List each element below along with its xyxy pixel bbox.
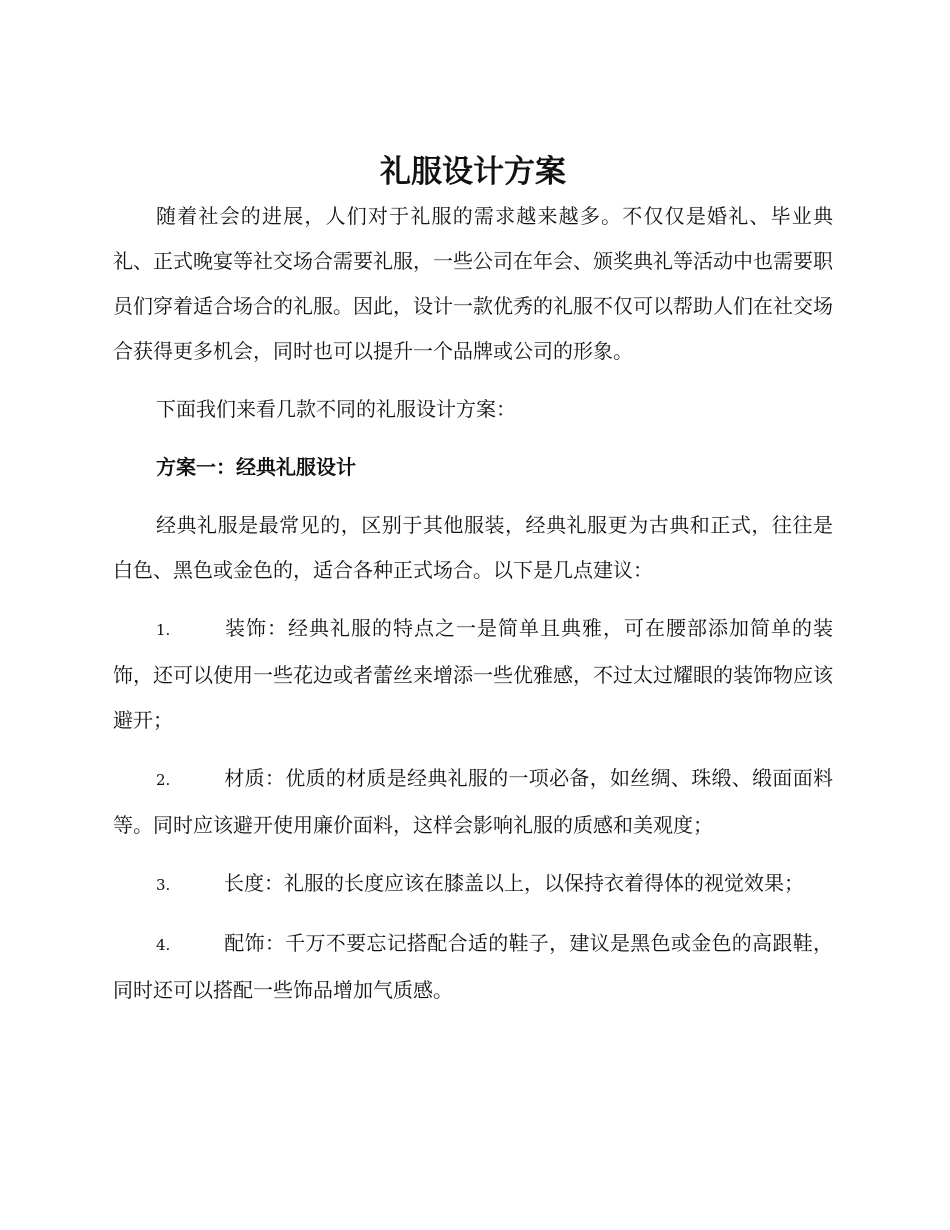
lead-paragraph: 下面我们来看几款不同的礼服设计方案： (156, 397, 516, 421)
list-item-number: 2. (156, 771, 171, 789)
list-item-number: 3. (156, 876, 171, 894)
list-item (113, 606, 833, 743)
list-item-text: 装饰：经典礼服的特点之一是简单且典雅，可在腰部添加简单的装饰，还可以使用一些花边或者蕾丝来增添一些优雅感，不过太过耀眼的装饰物应该避开； (113, 616, 833, 732)
document-page (113, 150, 833, 1013)
list-item-text: 配饰：千万不要忘记搭配合适的鞋子，建议是黑色或金色的高跟鞋，同时还可以搭配一些饰品增加气质感。 (113, 931, 833, 1002)
section-heading: 方案一：经典礼服设计 (156, 455, 356, 479)
section-paragraph: 经典礼服是最常见的，区别于其他服装，经典礼服更为古典和正式，往往是白色、黑色或金色的，适合各种正式场合。以下是几点建议： (113, 513, 833, 582)
list-item-text: 材质：优质的材质是经典礼服的一项必备，如丝绸、珠缎、缎面面料等。同时应该避开使用廉价面料，这样会影响礼服的质感和美观度； (113, 766, 833, 837)
document-title: 礼服设计方案 (380, 154, 566, 190)
intro-paragraph: 随着社会的进展，人们对于礼服的需求越来越多。不仅仅是婚礼、毕业典礼、正式晚宴等社交场合需要礼服，一些公司在年会、颁奖典礼等活动中也需要职员们穿着适合场合的礼服。因此，设计一款优秀的礼服不仅可以帮助人们在社交场合获得更多机会，同时也可以提升一个品牌或公司的形象。 (113, 204, 833, 363)
list-item-number: 1. (156, 621, 171, 639)
list-item (113, 921, 833, 1013)
list-item (113, 861, 833, 908)
spacer (113, 432, 833, 445)
spacer (113, 908, 833, 921)
list-item-number: 4. (156, 936, 171, 954)
spacer (113, 848, 833, 861)
list-item (113, 756, 833, 848)
list-item-text: 长度：礼服的长度应该在膝盖以上，以保持衣着得体的视觉效果； (224, 871, 804, 895)
spacer (113, 743, 833, 756)
spacer (113, 490, 833, 503)
spacer (113, 593, 833, 606)
spacer (113, 374, 833, 387)
